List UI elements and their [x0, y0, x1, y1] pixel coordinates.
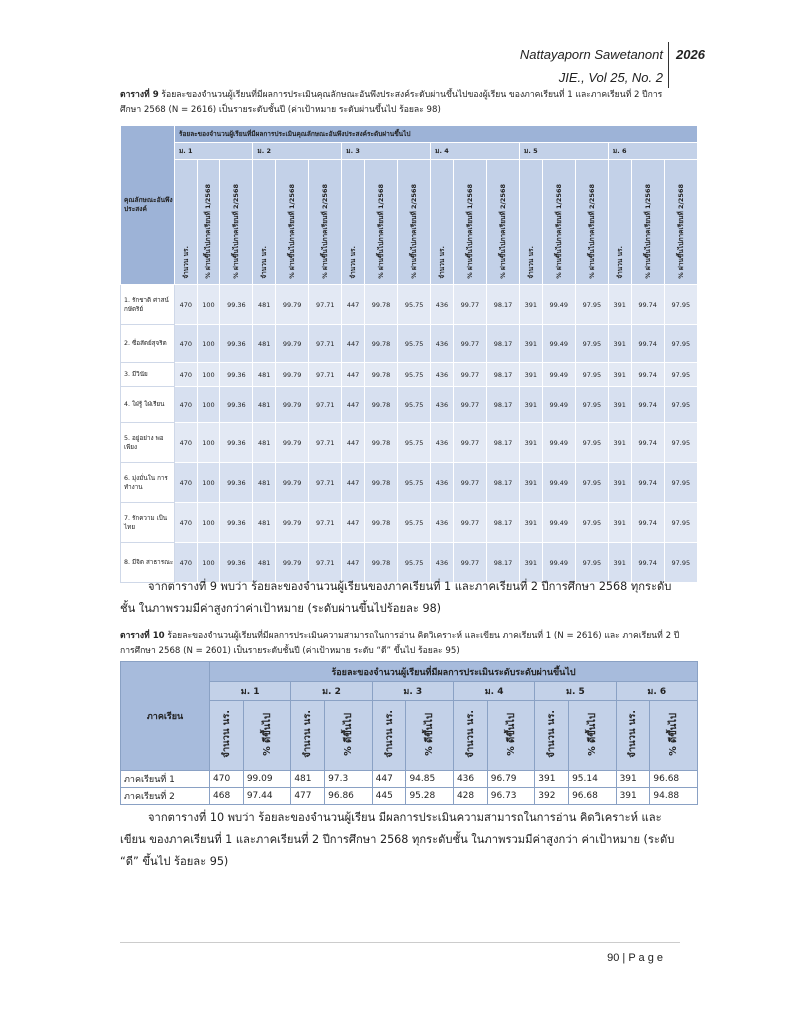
table9-cell: 99.36 — [220, 387, 253, 423]
table9-level-header: ม. 2 — [253, 143, 342, 160]
table10-cell: 481 — [291, 771, 325, 788]
table9-cell: 481 — [253, 363, 276, 387]
table10-cell: 96.86 — [325, 788, 373, 805]
table-row — [121, 463, 698, 503]
table9-cell: 99.36 — [220, 285, 253, 325]
table10 — [120, 661, 698, 805]
table-row — [121, 363, 698, 387]
table9-cell: 98.17 — [486, 503, 519, 543]
table9-subheader-text: จำนวน นร. — [438, 246, 446, 279]
table9-cell: 391 — [520, 423, 543, 463]
table9-cell: 97.95 — [575, 285, 608, 325]
table9-cell: 98.17 — [486, 325, 519, 363]
table9-subheader — [575, 160, 608, 285]
table9-caption-text: ร้อยละของจำนวนผู้เรียนที่มีผลการประเมินคุณลักษณะอันพึงประสงค์ระดับผ่านขึ้นไปของผู้เรียน ของภาคเรียนที่ 1 และภาคเรียนที่ 2 ปีการศึกษา 2568 (N = 2616) เป็นรายระดับชั้นปี (ค่าเป้าหมาย ระดับผ่านขึ้นไป ร้อยละ 98) — [120, 90, 663, 115]
table10-caption — [120, 629, 680, 659]
table9-subheader — [486, 160, 519, 285]
table9-subheader — [520, 160, 543, 285]
table9-cell: 99.78 — [364, 503, 397, 543]
table9-cell: 99.49 — [542, 543, 575, 583]
table9-cell: 99.77 — [453, 387, 486, 423]
table9-cell: 97.95 — [575, 387, 608, 423]
table9-cell: 99.36 — [220, 463, 253, 503]
author-name: Nattayaporn Sawetanont — [519, 47, 663, 62]
table10-subheader — [243, 701, 291, 771]
table9-cell: 95.75 — [398, 503, 431, 543]
table10-subheader — [650, 701, 698, 771]
table9-subheader-text: จำนวน นร. — [349, 246, 358, 279]
table9-cell: 100 — [197, 363, 220, 387]
table9-cell: 97.95 — [664, 325, 697, 363]
table10-cell: 97.44 — [243, 788, 291, 805]
table9-group-header: ร้อยละของจำนวนผู้เรียนที่มีผลการประเมินคุณลักษณะอันพึงประสงค์ระดับผ่านขึ้นไป — [175, 126, 698, 143]
table9-level-header: ม. 4 — [431, 143, 520, 160]
table9-cell: 99.74 — [631, 285, 664, 325]
table9-cell: 470 — [175, 463, 198, 503]
table9-subheader-text: % ผ่านขึ้นไปภาคเรียนที่ 1/2568 — [465, 184, 474, 279]
table9-cell: 470 — [175, 285, 198, 325]
table9-subheader — [364, 160, 397, 285]
table9-caption-label: ตารางที่ 9 — [120, 90, 159, 100]
table-row — [121, 788, 698, 805]
table9-subheader-text: % ผ่านขึ้นไปภาคเรียนที่ 1/2568 — [288, 184, 297, 279]
table9-subheader-text: จำนวน นร. — [260, 246, 269, 279]
table9-cell: 391 — [520, 363, 543, 387]
table10-level-header: ม. 3 — [372, 682, 453, 701]
table10-cell: 436 — [453, 771, 487, 788]
table9-cell: 391 — [608, 543, 631, 583]
table9-cell: 99.78 — [364, 363, 397, 387]
table10-level-header: ม. 6 — [616, 682, 697, 701]
table9-cell: 470 — [175, 543, 198, 583]
table9-cell: 447 — [342, 387, 365, 423]
table9-subheader-text: % ผ่านขึ้นไปภาคเรียนที่ 2/2568 — [410, 184, 419, 279]
table9-subheader — [431, 160, 454, 285]
table10-subheader-text: จำนวน นร. — [220, 710, 232, 758]
table9-row-header: คุณลักษณะอันพึงประสงค์ — [121, 126, 175, 285]
table9-subheader — [542, 160, 575, 285]
table10-row-header: ภาคเรียน — [121, 662, 210, 771]
table10-row-label: ภาคเรียนที่ 1 — [121, 771, 210, 788]
table10-subheader-text: จำนวน นร. — [627, 710, 639, 758]
publication-year: 2026 — [676, 47, 705, 62]
journal-info: JIE., Vol 25, No. 2 — [558, 70, 663, 85]
table9-cell: 481 — [253, 285, 276, 325]
table9-cell: 481 — [253, 423, 276, 463]
table10-level-header: ม. 1 — [210, 682, 291, 701]
table10-subheader-text: จำนวน นร. — [464, 710, 476, 758]
table9-row-label: 1. รักชาติ ศาสน์ กษัตริย์ — [121, 285, 175, 325]
table9-cell: 447 — [342, 543, 365, 583]
table9-cell: 97.71 — [309, 463, 342, 503]
table9-row-label: 6. มุ่งมั่นใน การ ทำงาน — [121, 463, 175, 503]
table10-cell: 96.73 — [487, 788, 535, 805]
table9-subheader — [398, 160, 431, 285]
table10-subheader — [372, 701, 406, 771]
table10-subheader — [291, 701, 325, 771]
table9-level-header: ม. 5 — [520, 143, 609, 160]
table10-caption-text: ร้อยละของจำนวนผู้เรียนที่มีผลการประเมินความสามารถในการอ่าน คิดวิเคราะห์ และเขียน ภาคเรียนที่ 1 (N = 2616) และ ภาคเรียนที่ 2 ปีการศึกษา 2568 (N = 2601) เป็นรายระดับชั้นปี (ค่าเป้าหมาย ระดับ “ดี” ขึ้นไป ร้อยละ 95) — [120, 631, 680, 656]
table9-cell: 470 — [175, 503, 198, 543]
table10-cell: 445 — [372, 788, 406, 805]
table10-level-header: ม. 5 — [535, 682, 616, 701]
table9-cell: 97.71 — [309, 285, 342, 325]
table9-cell: 99.77 — [453, 325, 486, 363]
table10-cell: 392 — [535, 788, 569, 805]
table9-cell: 99.74 — [631, 325, 664, 363]
table9-cell: 391 — [520, 463, 543, 503]
table9-row-label: 7. รักความ เป็นไทย — [121, 503, 175, 543]
table9-cell: 99.78 — [364, 423, 397, 463]
table9-cell: 436 — [431, 387, 454, 423]
table10-row-label: ภาคเรียนที่ 2 — [121, 788, 210, 805]
table9-cell: 99.49 — [542, 325, 575, 363]
table10-cell: 447 — [372, 771, 406, 788]
table9-cell: 99.77 — [453, 463, 486, 503]
table9-cell: 470 — [175, 363, 198, 387]
table10-subheader — [616, 701, 650, 771]
table9-cell: 97.95 — [664, 423, 697, 463]
table9-row-label: 8. มีจิต สาธารณะ — [121, 543, 175, 583]
table9-subheader-text: % ผ่านขึ้นไปภาคเรียนที่ 2/2568 — [676, 184, 685, 279]
table9-cell: 470 — [175, 325, 198, 363]
table9-cell: 391 — [520, 503, 543, 543]
table9-cell: 481 — [253, 543, 276, 583]
table9-subheader-text: % ผ่านขึ้นไปภาคเรียนที่ 2/2568 — [587, 184, 596, 279]
table10-cell: 391 — [616, 788, 650, 805]
table9-level-header: ม. 1 — [175, 143, 253, 160]
table9-cell: 97.95 — [575, 503, 608, 543]
table9-cell: 99.78 — [364, 387, 397, 423]
table9-cell: 97.71 — [309, 503, 342, 543]
table10-subheader-text: % ดีขึ้นไป — [342, 712, 354, 756]
table9-subheader — [309, 160, 342, 285]
table9-cell: 100 — [197, 325, 220, 363]
table9-cell: 95.75 — [398, 325, 431, 363]
table9-cell: 436 — [431, 503, 454, 543]
table9-cell: 99.49 — [542, 463, 575, 503]
table9-cell: 391 — [520, 325, 543, 363]
table9-cell: 99.78 — [364, 463, 397, 503]
table9-subheader — [253, 160, 276, 285]
table9-cell: 97.71 — [309, 387, 342, 423]
table9-cell: 98.17 — [486, 423, 519, 463]
table9-subheader-text: % ผ่านขึ้นไปภาคเรียนที่ 1/2568 — [204, 184, 213, 279]
table9-cell: 99.79 — [276, 463, 309, 503]
table9-cell: 95.75 — [398, 423, 431, 463]
table9-cell: 99.78 — [364, 325, 397, 363]
table9-cell: 99.74 — [631, 423, 664, 463]
table9-cell: 100 — [197, 503, 220, 543]
table10-subheader-text: % ดีขึ้นไป — [668, 712, 680, 756]
table9-cell: 99.36 — [220, 503, 253, 543]
table9-cell: 447 — [342, 363, 365, 387]
table9-cell: 391 — [608, 363, 631, 387]
table9-cell: 447 — [342, 285, 365, 325]
table9-cell: 99.79 — [276, 503, 309, 543]
table9-cell: 391 — [608, 503, 631, 543]
table9-cell: 97.95 — [575, 325, 608, 363]
table9-cell: 95.75 — [398, 543, 431, 583]
table10-cell: 468 — [210, 788, 244, 805]
table9-cell: 481 — [253, 325, 276, 363]
table10-cell: 96.68 — [569, 788, 617, 805]
table9-cell: 99.79 — [276, 325, 309, 363]
table9-cell: 97.95 — [575, 463, 608, 503]
table10-cell: 391 — [616, 771, 650, 788]
table10-subheader — [325, 701, 373, 771]
table9-cell: 100 — [197, 463, 220, 503]
table9-cell: 98.17 — [486, 543, 519, 583]
table9-cell: 97.71 — [309, 543, 342, 583]
table10-subheader — [535, 701, 569, 771]
table10-subheader — [487, 701, 535, 771]
table9-cell: 100 — [197, 285, 220, 325]
table9-cell: 95.75 — [398, 285, 431, 325]
table10-level-header: ม. 2 — [291, 682, 372, 701]
table9-cell: 391 — [520, 543, 543, 583]
table9-subheader-text: จำนวน นร. — [526, 246, 535, 279]
table9 — [120, 125, 698, 583]
running-header — [0, 22, 791, 92]
table9-cell: 481 — [253, 503, 276, 543]
table9-cell: 391 — [520, 387, 543, 423]
table9-cell: 99.74 — [631, 503, 664, 543]
table9-cell: 100 — [197, 543, 220, 583]
table9-cell: 99.78 — [364, 285, 397, 325]
footer-rule — [120, 942, 680, 943]
table9-cell: 97.95 — [575, 543, 608, 583]
table9-cell: 99.49 — [542, 423, 575, 463]
table9-cell: 99.74 — [631, 363, 664, 387]
table10-cell: 94.85 — [406, 771, 454, 788]
table9-cell: 95.75 — [398, 387, 431, 423]
table9-cell: 481 — [253, 387, 276, 423]
table9-subheader — [220, 160, 253, 285]
table10-subheader-text: % ดีขึ้นไป — [505, 712, 517, 756]
table10-cell: 95.14 — [569, 771, 617, 788]
table10-cell: 97.3 — [325, 771, 373, 788]
table-row — [121, 771, 698, 788]
table9-subheader — [175, 160, 198, 285]
table9-cell: 97.95 — [664, 285, 697, 325]
table9-cell: 391 — [608, 423, 631, 463]
table9-cell: 98.17 — [486, 363, 519, 387]
table9-cell: 100 — [197, 387, 220, 423]
table-row — [121, 325, 698, 363]
table10-subheader-text: % ดีขึ้นไป — [586, 712, 598, 756]
table10-cell: 96.79 — [487, 771, 535, 788]
table9-subheader-text: % ผ่านขึ้นไปภาคเรียนที่ 2/2568 — [232, 184, 241, 279]
table9-cell: 436 — [431, 543, 454, 583]
page-number: 90 | P a g e — [607, 952, 663, 964]
table9-caption — [120, 88, 680, 118]
table9-row-label: 5. อยู่อย่าง พอเพียง — [121, 423, 175, 463]
table9-cell: 95.75 — [398, 363, 431, 387]
table9-cell: 99.78 — [364, 543, 397, 583]
table10-caption-label: ตารางที่ 10 — [120, 631, 165, 641]
table9-cell: 95.75 — [398, 463, 431, 503]
table9-subheader-text: % ผ่านขึ้นไปภาคเรียนที่ 2/2568 — [498, 184, 507, 279]
table9-subheader-text: % ผ่านขึ้นไปภาคเรียนที่ 1/2568 — [643, 184, 652, 279]
table9-cell: 436 — [431, 363, 454, 387]
table9-row-label: 4. ใฝ่รู้ ใฝ่เรียน — [121, 387, 175, 423]
table9-cell: 99.49 — [542, 285, 575, 325]
table9-cell: 447 — [342, 503, 365, 543]
table9-level-header: ม. 6 — [608, 143, 697, 160]
table10-level-header: ม. 4 — [453, 682, 534, 701]
table9-cell: 447 — [342, 463, 365, 503]
table-row — [121, 503, 698, 543]
table10-cell: 95.28 — [406, 788, 454, 805]
table9-cell: 470 — [175, 423, 198, 463]
table-row — [121, 423, 698, 463]
table9-cell: 436 — [431, 463, 454, 503]
table9-cell: 99.77 — [453, 543, 486, 583]
table9-cell: 97.95 — [664, 543, 697, 583]
table9-cell: 99.79 — [276, 363, 309, 387]
table9-cell: 99.49 — [542, 387, 575, 423]
table9-subheader — [197, 160, 220, 285]
table10-cell: 94.88 — [650, 788, 698, 805]
table9-cell: 99.77 — [453, 285, 486, 325]
table9-cell: 99.79 — [276, 423, 309, 463]
table9-cell: 99.74 — [631, 463, 664, 503]
table9-cell: 99.74 — [631, 543, 664, 583]
table9-subheader — [276, 160, 309, 285]
table10-cell: 391 — [535, 771, 569, 788]
table9-cell: 391 — [608, 387, 631, 423]
table10-cell: 96.68 — [650, 771, 698, 788]
table9-cell: 98.17 — [486, 285, 519, 325]
table10-subheader — [569, 701, 617, 771]
table9-cell: 99.36 — [220, 325, 253, 363]
table9-cell: 99.77 — [453, 503, 486, 543]
table10-subheader-text: จำนวน นร. — [383, 710, 395, 758]
table9-subheader-text: % ผ่านขึ้นไปภาคเรียนที่ 1/2568 — [554, 184, 563, 279]
table9-cell: 98.17 — [486, 387, 519, 423]
table9-cell: 436 — [431, 325, 454, 363]
table9-cell: 391 — [608, 285, 631, 325]
table10-subheader-text: จำนวน นร. — [302, 710, 314, 758]
table10-subheader-text: จำนวน นร. — [546, 710, 558, 758]
table9-cell: 97.71 — [309, 363, 342, 387]
table9-cell: 97.95 — [664, 387, 697, 423]
table9-cell: 470 — [175, 387, 198, 423]
table10-subheader — [406, 701, 454, 771]
table10-subheader-text: % ดีขึ้นไป — [261, 712, 273, 756]
table9-row-label: 2. ซื่อสัตย์สุจริต — [121, 325, 175, 363]
table10-cell: 470 — [210, 771, 244, 788]
table9-cell: 97.95 — [664, 503, 697, 543]
table9-cell: 97.71 — [309, 423, 342, 463]
header-divider — [668, 42, 669, 88]
table9-cell: 97.95 — [575, 423, 608, 463]
table9-cell: 391 — [520, 285, 543, 325]
table9-subheader-text: % ผ่านขึ้นไปภาคเรียนที่ 1/2568 — [377, 184, 385, 279]
table9-cell: 97.95 — [664, 363, 697, 387]
table9-cell: 99.36 — [220, 363, 253, 387]
table9-cell: 99.79 — [276, 387, 309, 423]
table10-cell: 99.09 — [243, 771, 291, 788]
table9-cell: 99.36 — [220, 423, 253, 463]
table9-subheader — [342, 160, 365, 285]
table9-cell: 100 — [197, 423, 220, 463]
table9-subheader — [664, 160, 697, 285]
table10-subheader-text: % ดีขึ้นไป — [424, 712, 436, 756]
table9-cell: 99.36 — [220, 543, 253, 583]
table-row — [121, 285, 698, 325]
table9-cell: 99.77 — [453, 363, 486, 387]
table10-subheader — [210, 701, 244, 771]
table10-subheader — [453, 701, 487, 771]
table9-subheader-text: จำนวน นร. — [181, 246, 190, 279]
table9-cell: 436 — [431, 423, 454, 463]
table9-cell: 99.49 — [542, 503, 575, 543]
table9-cell: 481 — [253, 463, 276, 503]
table9-cell: 98.17 — [486, 463, 519, 503]
table9-subheader-text: % ผ่านขึ้นไปภาคเรียนที่ 2/2568 — [321, 184, 330, 279]
table9-cell: 447 — [342, 325, 365, 363]
table9-cell: 99.79 — [276, 543, 309, 583]
table10-summary: จากตารางที่ 10 พบว่า ร้อยละของจำนวนผู้เรียน มีผลการประเมินความสามารถในการอ่าน คิดวิเคราะห์ และเขียน ของภาคเรียนที่ 1 และภาคเรียนที่ 2 ปีการศึกษา 2568 ทุกระดับชั้น ในภาพรวมมีค่าสูงกว่า ค่าเป้าหมาย (ระดับ “ดี” ขึ้นไป ร้อยละ 95) — [120, 811, 675, 868]
table9-subheader — [453, 160, 486, 285]
table9-cell: 97.71 — [309, 325, 342, 363]
table9-cell: 97.95 — [575, 363, 608, 387]
table9-cell: 99.49 — [542, 363, 575, 387]
table-row — [121, 387, 698, 423]
table9-cell: 391 — [608, 325, 631, 363]
table10-group-header: ร้อยละของจำนวนผู้เรียนที่มีผลการประเมินระดับระดับผ่านขึ้นไป — [210, 662, 698, 682]
table9-cell: 391 — [608, 463, 631, 503]
table9-subheader — [631, 160, 664, 285]
table9-cell: 99.77 — [453, 423, 486, 463]
table9-summary: จากตารางที่ 9 พบว่า ร้อยละของจำนวนผู้เรียนของภาคเรียนที่ 1 และภาคเรียนที่ 2 ปีการศึกษา 2568 ทุกระดับชั้น ในภาพรวมมีค่าสูงกว่าค่าเป้าหมาย (ระดับผ่านขึ้นไปร้อยละ 98) — [120, 580, 672, 615]
table9-subheader-text: จำนวน นร. — [615, 246, 624, 279]
table10-cell: 428 — [453, 788, 487, 805]
table9-cell: 99.79 — [276, 285, 309, 325]
table9-cell: 447 — [342, 423, 365, 463]
table9-row-label: 3. มีวินัย — [121, 363, 175, 387]
table10-cell: 477 — [291, 788, 325, 805]
table9-cell: 97.95 — [664, 463, 697, 503]
table9-level-header: ม. 3 — [342, 143, 431, 160]
table9-cell: 99.74 — [631, 387, 664, 423]
table9-cell: 436 — [431, 285, 454, 325]
table9-subheader — [608, 160, 631, 285]
